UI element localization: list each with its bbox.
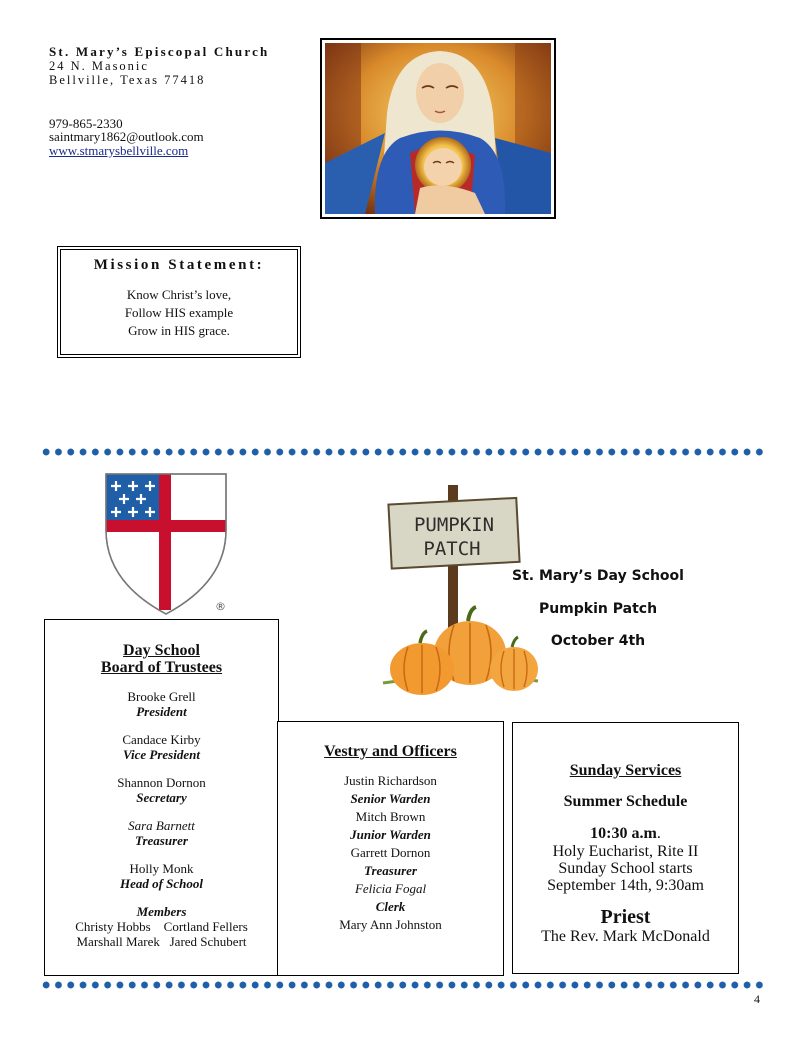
episcopal-shield-icon	[103, 472, 229, 616]
vestry-name: Felicia Fogal	[354, 881, 427, 896]
board-member-role: Secretary	[136, 790, 187, 805]
services-eucharist: Holy Eucharist, Rite II	[552, 843, 699, 860]
board-member-list-item: Christy Hobbs	[75, 919, 151, 934]
vestry-role: Senior Warden	[350, 791, 431, 806]
services-time-row	[513, 825, 738, 843]
board-member-list-item: Marshall Marek	[76, 934, 160, 949]
board-member-list-item: Cortland Fellers	[163, 919, 248, 934]
dotted-divider-bottom	[40, 981, 768, 989]
website-link-wrap	[49, 143, 188, 159]
sunday-school-line1: Sunday School starts	[558, 860, 693, 877]
sign-text-line2: PATCH	[423, 538, 481, 560]
priest-label: Priest	[600, 906, 651, 928]
address-street: 24 N. Masonic	[49, 59, 149, 73]
pumpkin-patch-date: October 4th	[550, 633, 646, 649]
sign-text-line1: PUMPKIN	[413, 514, 495, 536]
madonna-child-illustration	[325, 43, 551, 214]
board-members-row	[45, 934, 278, 949]
email-address: saintmary1862@outlook.com	[49, 129, 204, 144]
services-time-dot: .	[656, 825, 661, 842]
board-member-name: Brooke Grell	[127, 689, 196, 704]
pumpkin-patch-line1: St. Mary’s Day School	[512, 568, 684, 584]
church-name: St. Mary’s Episcopal Church	[49, 44, 270, 59]
phone-number: 979-865-2330	[49, 116, 123, 131]
page-number: 4	[754, 992, 760, 1006]
mission-line: Grow in HIS grace.	[128, 323, 230, 338]
website-link[interactable]: www.stmarysbellville.com	[49, 143, 189, 158]
mission-title: Mission Statement:	[93, 257, 265, 273]
board-member-role: Head of School	[119, 876, 204, 891]
board-member-role: President	[136, 704, 187, 719]
sunday-services-box	[512, 722, 739, 974]
registered-mark: ®	[215, 600, 226, 613]
board-member-role: Vice President	[123, 747, 200, 762]
pumpkin-patch-illustration	[378, 483, 548, 701]
sunday-school-line2: September 14th, 9:30am	[547, 877, 704, 894]
board-of-trustees-box	[44, 619, 279, 976]
vestry-officers-box	[277, 721, 504, 976]
pumpkin-patch-line2: Pumpkin Patch	[538, 601, 658, 617]
stained-glass-image	[320, 38, 556, 219]
board-member-list-item: Jared Schubert	[169, 934, 247, 949]
board-title-line1: Day School	[123, 642, 200, 659]
mission-body	[61, 286, 297, 340]
vestry-title: Vestry and Officers	[324, 743, 457, 760]
address-city: Bellville, Texas 77418	[49, 73, 206, 87]
dotted-divider-top	[40, 448, 768, 456]
mission-statement-box	[57, 246, 301, 358]
services-title: Sunday Services	[569, 762, 682, 779]
episcopal-shield-logo	[103, 472, 229, 616]
board-member-name: Shannon Dornon	[117, 775, 206, 790]
vestry-role: Clerk	[375, 899, 406, 914]
vestry-name: Justin Richardson	[344, 773, 437, 788]
services-time: 10:30 a.m	[590, 825, 657, 842]
vestry-name: Mitch Brown	[355, 809, 426, 824]
mission-line: Follow HIS example	[124, 305, 234, 320]
priest-name: The Rev. Mark McDonald	[541, 928, 710, 945]
board-members-label: Members	[136, 904, 187, 919]
board-members-row	[45, 919, 278, 934]
board-member-name: Sara Barnett	[128, 818, 195, 833]
board-member-name: Candace Kirby	[122, 732, 201, 747]
vestry-name: Garrett Dornon	[350, 845, 431, 860]
board-member-role: Treasurer	[135, 833, 188, 848]
board-member-name: Holly Monk	[129, 861, 194, 876]
vestry-role: Treasurer	[364, 863, 417, 878]
vestry-role: Junior Warden	[350, 827, 431, 842]
services-schedule: Summer Schedule	[563, 793, 688, 810]
board-title-line2: Board of Trustees	[100, 659, 223, 676]
vestry-name: Mary Ann Johnston	[339, 917, 442, 932]
mission-line: Know Christ’s love,	[126, 287, 232, 302]
pumpkin-patch-sign-icon	[378, 483, 548, 701]
